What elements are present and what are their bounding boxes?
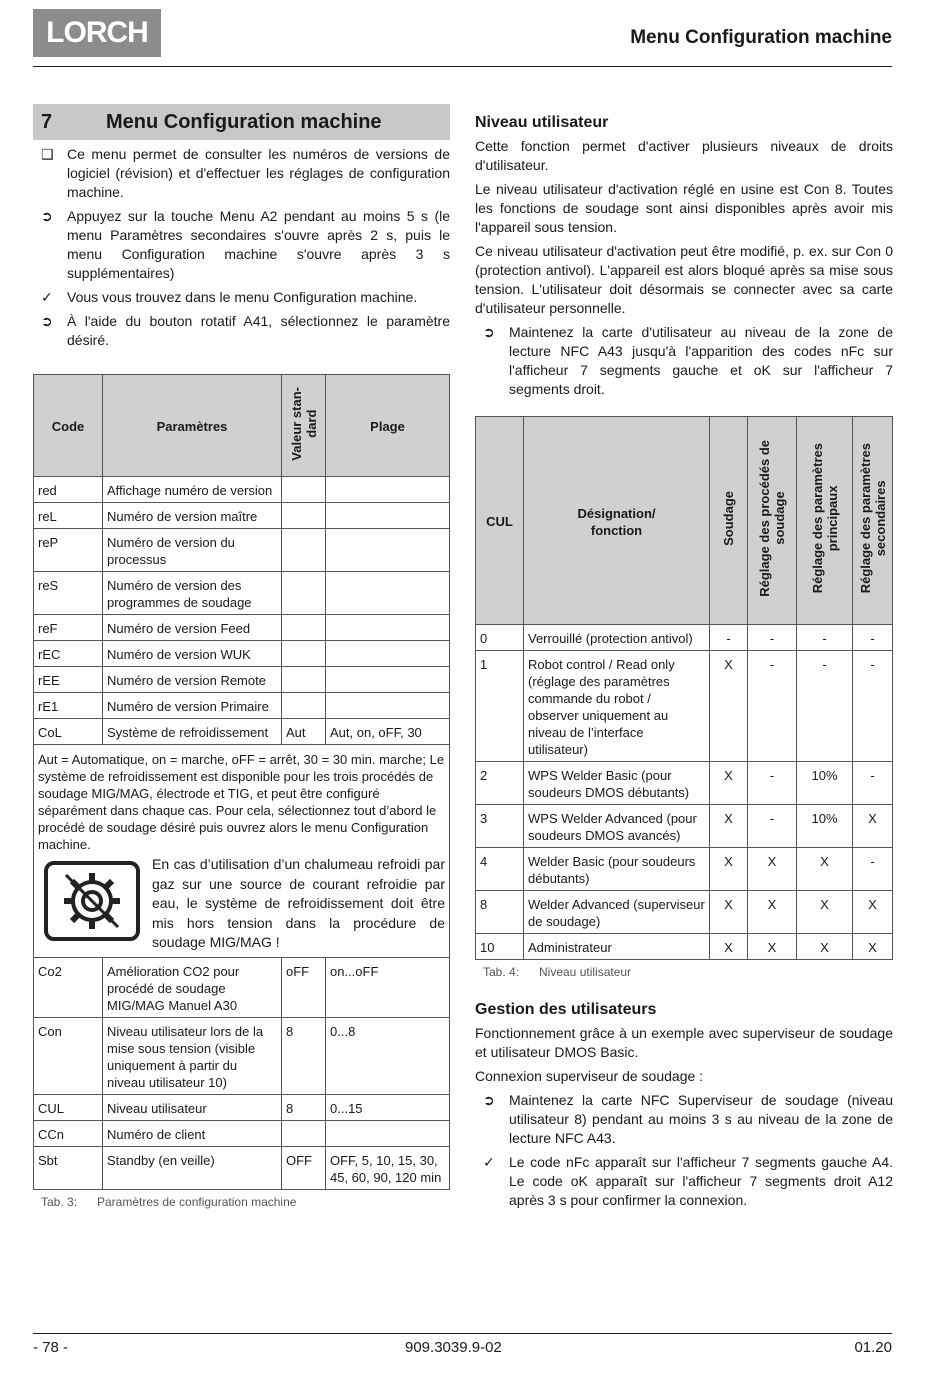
config-params-table <box>33 374 450 1190</box>
table-cell: Niveau utilisateur lors de la mise sous tension (visible uniquement à partir du niveau utilisateur 10) <box>103 1017 282 1094</box>
table-cell: - <box>853 651 893 762</box>
table-cell: Amélioration CO2 pour procédé de soudage MIG/MAG Manuel A30 <box>103 957 282 1017</box>
arrow-icon: ➲ <box>41 313 53 329</box>
table-cell: Numéro de version WUK <box>103 641 282 667</box>
table-cell: Welder Advanced (superviseur de soudage) <box>524 891 710 934</box>
paragraph: Ce niveau utilisateur d'activation peut être modifié, p. ex. sur Con 0 (protection antivol). L'appareil est alors bloqué après sa mise sous tension. L'utilisateur doit désormais se connecter avec sa carte d'utilisateur personnelle. <box>475 243 893 316</box>
footer-rule <box>33 1333 892 1334</box>
cooling-note: Aut = Automatique, on = marche, oFF = arrêt, 30 = 30 min. marche; Le système de refroidissement est disponible pour les trois procédés de soudage MIG/MAG, électrode et TIG, et peut être configuré séparément dans chaque cas. Pour cela, sélectionnez tout d’abord le procédé de soudage désiré puis ouvrez alors le menu Configuration machine. En cas d’utilisation d’un chalumeau refroidi par gaz sur une source de courant refroidie par eau, le système de refroidissement doit être mis hors tension dans la procédure de soudage MIG/MAG ! <box>34 745 450 958</box>
col-header-designation: Désignation/ fonction <box>524 417 710 625</box>
table-cell: X <box>797 891 853 934</box>
table-cell: X <box>748 934 797 960</box>
left-column <box>33 104 450 1211</box>
table-row <box>34 719 450 745</box>
table-cell: WPS Welder Advanced (pour soudeurs DMOS avancés) <box>524 805 710 848</box>
table-cell <box>326 572 450 615</box>
table-cell: Welder Basic (pour soudeurs débutants) <box>524 848 710 891</box>
table-cell: 0...15 <box>326 1094 450 1120</box>
table-cell: CCn <box>34 1120 103 1146</box>
table-cell: 10% <box>797 762 853 805</box>
warning-gear-icon <box>40 857 144 945</box>
table-cell: Numéro de version Feed <box>103 615 282 641</box>
right-column <box>475 114 893 1210</box>
col-header-range: Plage <box>326 375 450 477</box>
col-header-soudage: Soudage <box>710 417 748 625</box>
col-header-cul: CUL <box>476 417 524 625</box>
table-cell: oFF <box>282 957 326 1017</box>
table-cell: Co2 <box>34 957 103 1017</box>
table-cell: 1 <box>476 651 524 762</box>
table-row <box>34 529 450 572</box>
table-cell: Verrouillé (protection antivol) <box>524 625 710 651</box>
table-cell: X <box>710 848 748 891</box>
col-header-procedes: Réglage des procédés de soudage <box>748 417 797 625</box>
table4-caption: Tab. 4: Niveau utilisateur <box>483 965 632 979</box>
arrow-icon: ➲ <box>483 1092 495 1108</box>
table-row <box>34 1146 450 1189</box>
list-item: ➲ À l'aide du bouton rotatif A41, sélectionnez le paramètre désiré. <box>41 313 450 348</box>
col-header-param: Paramètres <box>103 375 282 477</box>
table-row <box>34 615 450 641</box>
list-item: ✓ Vous vous trouvez dans le menu Configuration machine. <box>41 289 418 305</box>
table-cell: X <box>853 805 893 848</box>
table-cell: - <box>797 651 853 762</box>
table-cell: 2 <box>476 762 524 805</box>
table-cell: Robot control / Read only (réglage des paramètres commande du robot / observer uniquement au niveau de l’interface utilisateur) <box>524 651 710 762</box>
table-cell: rE1 <box>34 693 103 719</box>
table-cell: rEC <box>34 641 103 667</box>
table-cell: X <box>710 762 748 805</box>
table-cell <box>326 1120 450 1146</box>
table-cell: - <box>797 625 853 651</box>
table-row <box>476 934 893 960</box>
table-row <box>34 1120 450 1146</box>
table-cell: X <box>710 805 748 848</box>
table-cell: 0 <box>476 625 524 651</box>
table-cell: X <box>853 891 893 934</box>
table-cell: Numéro de version des programmes de soudage <box>103 572 282 615</box>
cooling-warning: En cas d’utilisation d’un chalumeau refroidi par gaz sur une source de courant refroidie par eau, le système de refroidissement doit être mis hors tension dans la procédure de soudage MIG/MAG ! <box>152 856 445 950</box>
table-row <box>34 503 450 529</box>
table-cell: red <box>34 477 103 503</box>
table-cell <box>282 572 326 615</box>
arrow-icon: ➲ <box>41 208 53 224</box>
table-cell: X <box>748 848 797 891</box>
col-header-secondaires: Réglage des paramètres secondaires <box>853 417 893 625</box>
check-icon: ✓ <box>41 289 53 305</box>
doc-number: 909.3039.9-02 <box>405 1339 502 1356</box>
table-cell: - <box>748 651 797 762</box>
table-cell: X <box>710 651 748 762</box>
table-row <box>34 641 450 667</box>
table-cell: X <box>853 934 893 960</box>
table-cell <box>326 477 450 503</box>
arrow-icon: ➲ <box>483 324 495 340</box>
table-cell: - <box>853 625 893 651</box>
table-cell: Niveau utilisateur <box>103 1094 282 1120</box>
table-row <box>34 477 450 503</box>
list-item: ✓ Le code nFc apparaît sur l'afficheur 7 segments gauche A4. Le code oK apparaît sur l'afficheur 7 segments droit A12 après 3 s pour confirmer la connexion. <box>483 1154 893 1208</box>
list-item: ➲ Maintenez la carte d'utilisateur au niveau de la zone de lecture NFC A43 jusqu'à l'apparition des codes nFc sur l'afficheur 7 segments gauche et oK sur l'afficheur 7 segments droit. <box>483 324 893 397</box>
table-cell: X <box>710 891 748 934</box>
table-cell: - <box>710 625 748 651</box>
table-row <box>476 805 893 848</box>
paragraph: Le niveau utilisateur d'activation réglé en usine est Con 8. Toutes les fonctions de soudage sont ainsi disponibles après avoir mis l'appareil sous tension. <box>475 181 893 235</box>
table-cell: Administrateur <box>524 934 710 960</box>
table-cell <box>282 693 326 719</box>
page-number: - 78 - <box>33 1339 69 1356</box>
table-cell: on...oFF <box>326 957 450 1017</box>
table-cell <box>326 529 450 572</box>
table-cell <box>326 667 450 693</box>
niveau-heading: Niveau utilisateur <box>475 114 609 131</box>
lorch-logo: LORCH <box>33 9 161 57</box>
table-cell: 3 <box>476 805 524 848</box>
list-item: ➲ Maintenez la carte NFC Superviseur de soudage (niveau utilisateur 8) pendant au moins 3 s au niveau de la zone de lecture NFC A43. <box>483 1092 893 1146</box>
table-cell <box>282 477 326 503</box>
table-row <box>34 1094 450 1120</box>
table-cell: X <box>797 848 853 891</box>
table-row <box>34 572 450 615</box>
table-cell: Con <box>34 1017 103 1094</box>
table-row <box>476 651 893 762</box>
table-cell: OFF <box>282 1146 326 1189</box>
table-cell: - <box>853 848 893 891</box>
table-cell: Aut, on, oFF, 30 <box>326 719 450 745</box>
section-number: 7 <box>41 111 53 133</box>
checkbox-icon: ❑ <box>41 146 54 162</box>
table-cell: OFF, 5, 10, 15, 30, 45, 60, 90, 120 min <box>326 1146 450 1189</box>
section-title: Menu Configuration machine <box>106 111 382 133</box>
table-cell: Numéro de version Remote <box>103 667 282 693</box>
table-cell: 0...8 <box>326 1017 450 1094</box>
table-cell: X <box>748 891 797 934</box>
table-cell <box>326 641 450 667</box>
header-title: Menu Configuration machine <box>630 27 892 48</box>
paragraph: Connexion superviseur de soudage : <box>475 1068 704 1084</box>
table-cell: reP <box>34 529 103 572</box>
table-cell: Sbt <box>34 1146 103 1189</box>
table-cell: Numéro de version Primaire <box>103 693 282 719</box>
table-cell: - <box>853 762 893 805</box>
table-row <box>34 667 450 693</box>
table-cell: Affichage numéro de version <box>103 477 282 503</box>
table-cell <box>282 615 326 641</box>
table-row <box>476 891 893 934</box>
table-cell: reL <box>34 503 103 529</box>
table-cell: Système de refroidissement <box>103 719 282 745</box>
table-cell: Aut <box>282 719 326 745</box>
table-cell: Numéro de version maître <box>103 503 282 529</box>
table-cell: 8 <box>282 1094 326 1120</box>
table-cell: 4 <box>476 848 524 891</box>
table-cell <box>282 529 326 572</box>
table-cell: X <box>710 934 748 960</box>
table-row <box>476 762 893 805</box>
table-cell <box>326 503 450 529</box>
section-heading <box>33 104 450 140</box>
table-cell <box>326 693 450 719</box>
table-cell: WPS Welder Basic (pour soudeurs DMOS débutants) <box>524 762 710 805</box>
table-cell <box>282 1120 326 1146</box>
gestion-heading: Gestion des utilisateurs <box>475 1001 657 1018</box>
table-cell: - <box>748 805 797 848</box>
table-cell: X <box>797 934 853 960</box>
list-item: ❑ Ce menu permet de consulter les numéros de versions de logiciel (révision) et d'effectuer les réglages de configuration machine. <box>41 146 450 200</box>
table-cell: reS <box>34 572 103 615</box>
user-level-table <box>475 416 893 960</box>
table-row <box>34 1017 450 1094</box>
table-cell <box>282 641 326 667</box>
table-cell: Standby (en veille) <box>103 1146 282 1189</box>
table-cell: Numéro de client <box>103 1120 282 1146</box>
table-cell: rEE <box>34 667 103 693</box>
header-rule <box>33 66 892 67</box>
col-header-principaux: Réglage des paramètres principaux <box>797 417 853 625</box>
paragraph: Fonctionnement grâce à un exemple avec superviseur de soudage et utilisateur DMOS Basic. <box>475 1025 893 1060</box>
table-cell: - <box>748 625 797 651</box>
table-cell: CUL <box>34 1094 103 1120</box>
table-cell: CoL <box>34 719 103 745</box>
table-cell: 8 <box>282 1017 326 1094</box>
doc-date: 01.20 <box>854 1339 892 1356</box>
col-header-code: Code <box>34 375 103 477</box>
table-cell <box>282 503 326 529</box>
table-cell: - <box>748 762 797 805</box>
table-row <box>476 848 893 891</box>
paragraph: Cette fonction permet d'activer plusieurs niveaux de droits d'utilisateur. <box>475 138 893 173</box>
table-cell: 8 <box>476 891 524 934</box>
col-header-default: Valeur stan- dard <box>282 375 326 477</box>
check-icon: ✓ <box>483 1154 495 1170</box>
table-cell: Numéro de version du processus <box>103 529 282 572</box>
table-cell <box>326 615 450 641</box>
table3-caption: Tab. 3: Paramètres de configuration machine <box>41 1194 297 1209</box>
table-cell: 10 <box>476 934 524 960</box>
table-row <box>476 625 893 651</box>
table-row <box>34 957 450 1017</box>
list-item: ➲ Appuyez sur la touche Menu A2 pendant au moins 5 s (le menu Paramètres secondaires s'ouvre après 2 s, puis le menu Configuration machine s'ouvre après 3 s supplémentaires) <box>41 208 450 281</box>
table-cell <box>282 667 326 693</box>
table-row <box>34 693 450 719</box>
table-cell: 10% <box>797 805 853 848</box>
table-cell: reF <box>34 615 103 641</box>
